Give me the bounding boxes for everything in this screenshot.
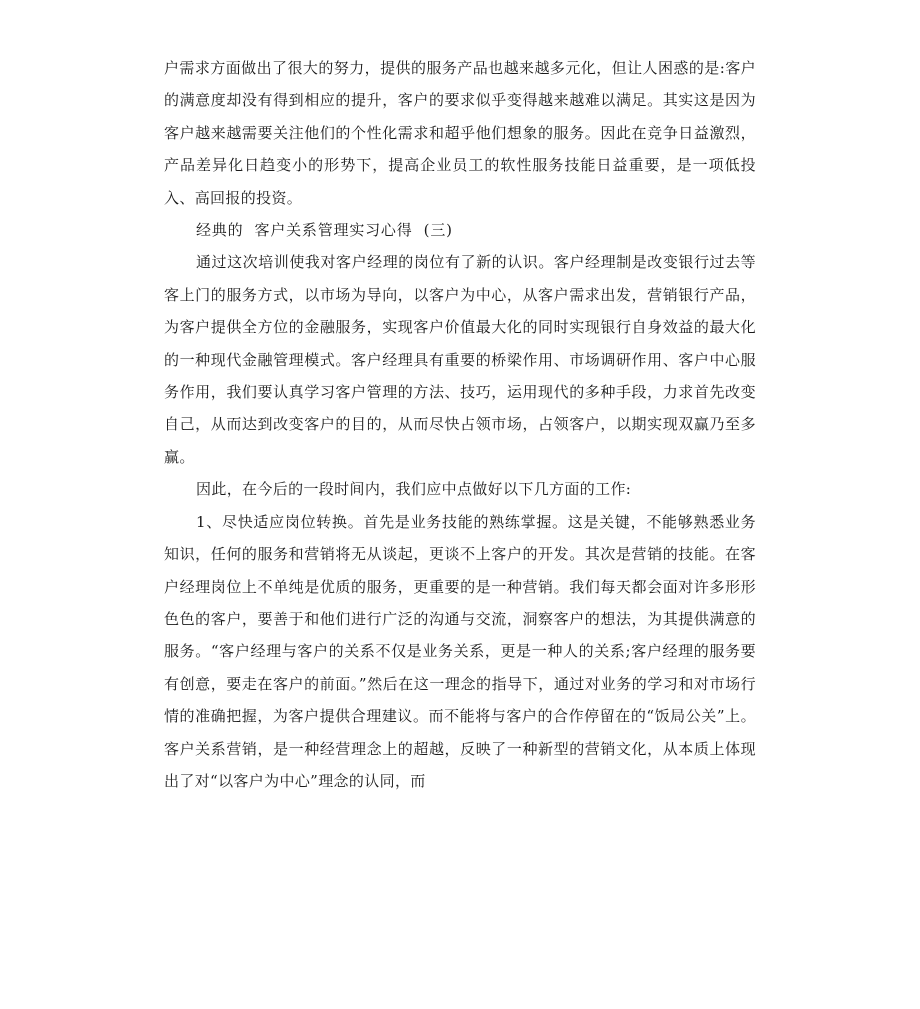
paragraph-point-one: 1、尽快适应岗位转换。首先是业务技能的熟练掌握。这是关键，不能够熟悉业务知识，任何的服务和营销将无从谈起，更谈不上客户的开发。其次是营销的技能。在客户经理岗位上不单纯是优质的服务，更重要的是一种营销。我们每天都会面对许多形形色色的客户，要善于和他们进行广泛的沟通与交流，洞察客户的想法，为其提供满意的服务。“客户经理与客户的关系不仅是业务关系，更是一种人的关系;客户经理的服务要有创意，要走在客户的前面。”然后在这一理念的指导下，通过对业务的学习和对市场行情的准确把握，为客户提供合理建议。而不能将与客户的合作停留在的“饭局公关”上。客户关系营销，是一种经营理念上的超越，反映了一种新型的营销文化，从本质上体现出了对“以客户为中心”理念的认同，而 xyxy=(164,512,756,790)
paragraph-training-reflection: 通过这次培训使我对客户经理的岗位有了新的认识。客户经理制是改变银行过去等客上门的服务方式，以市场为导向，以客户为中心，从客户需求出发，营销银行产品，为客户提供全方位的金融服务，实现客户价值最大化的同时实现银行自身效益的最大化的一种现代金融管理模式。客户经理具有重要的桥梁作用、市场调研作用、客户中心服务作用，我们要认真学习客户管理的方法、技巧，运用现代的多种手段，力求首先改变自己，从而达到改变客户的目的，从而尽快占领市场，占领客户，以期实现双赢乃至多赢。 xyxy=(164,253,756,466)
section-heading: 经典的 客户关系管理实习心得 (三) xyxy=(196,221,453,240)
paragraph-intro-continuation: 户需求方面做出了很大的努力，提供的服务产品也越来越多元化，但让人困惑的是:客户的满意度却没有得到相应的提升，客户的要求似乎变得越来越难以满足。其实这是因为客户越来越需要关注他们的个性化需求和超乎他们想象的服务。因此在竞争日益激烈，产品差异化日趋变小的形势下，提高企业员工的软性服务技能日益重要，是一项低投入、高回报的投资。 xyxy=(164,59,756,207)
paragraph-work-focus: 因此，在今后的一段时间内，我们应中点做好以下几方面的工作: xyxy=(196,480,632,499)
document-body xyxy=(164,52,756,797)
